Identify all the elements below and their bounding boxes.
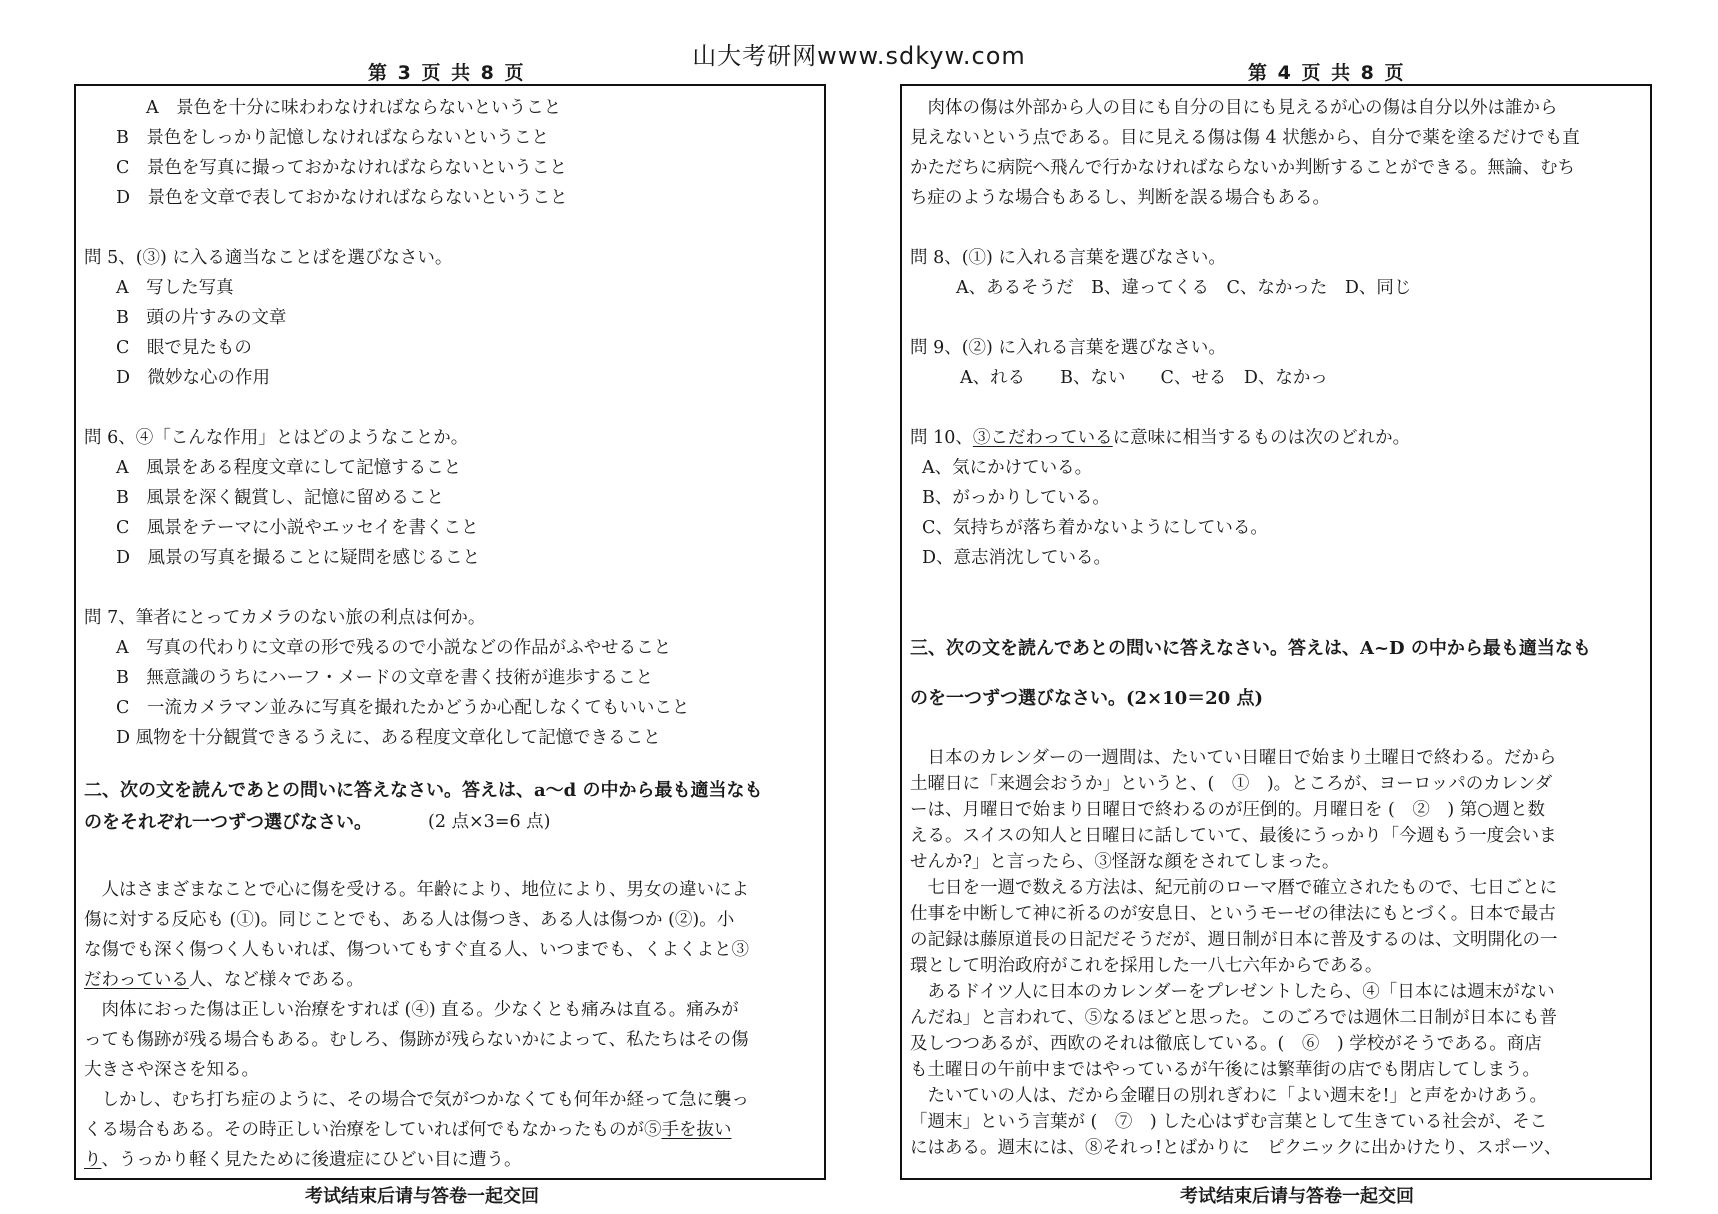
site-watermark-header: 山大考研网www.sdkyw.com	[692, 42, 1026, 70]
q7-option-c: C 一流カメラマン並みに写真を撮れたかどうか心配しなくてもいいこと	[116, 698, 690, 718]
q4-option-d: D 景色を文章で表しておかなければならないということ	[116, 188, 568, 208]
intro-line: かただちに病院へ飛んで行かなければならないか判断することができる。無論、むち	[910, 158, 1575, 178]
q5-stem: 問 5、(③) に入る適当なことばを選びなさい。	[84, 248, 453, 268]
q7-stem: 問 7、筆者にとってカメラのない旅の利点は何か。	[84, 608, 486, 628]
passage-line: も土曜日の午前中まではやっているが午後には繁華街の店でも閉店してしまう。	[910, 1060, 1540, 1080]
passage-line	[84, 1116, 732, 1141]
q5-option-a: A 写した写真	[116, 278, 234, 298]
q4-option-a: A 景色を十分に味わわなければならないということ	[146, 98, 562, 118]
section2-points: (2 点×3=6 点)	[428, 812, 551, 832]
intro-line: 肉体の傷は外部から人の目にも自分の目にも見えるが心の傷は自分以外は誰から	[910, 98, 1558, 118]
section3-heading-line1: 三、次の文を読んであとの問いに答えなさい。答えは、A~D の中から最も適当なも	[910, 638, 1591, 659]
passage-line: える。スイスの知人と日曜日に話していて、最後にうっかり「今週もう一度会いま	[910, 826, 1557, 846]
right-page-label: 第 4 页 共 8 页	[1248, 62, 1406, 84]
q5-option-c: C 眼で見たもの	[116, 338, 252, 358]
q6-option-a: A 風景をある程度文章にして記憶すること	[116, 458, 462, 478]
passage-line: 傷に対する反応も (①)。同じことでも、ある人は傷つき、ある人は傷つか (②)。小	[84, 910, 735, 930]
passage-line	[84, 966, 364, 991]
passage-line: しかし、むち打ち症のように、その場合で気がつかなくても何年か経って急に襲っ	[84, 1090, 749, 1110]
passage-line: にはある。週末には、⑧それっ!とばかりに ピクニックに出かけたり、スポーツ、	[910, 1138, 1562, 1158]
passage-line: 肉体におった傷は正しい治療をすれば (④) 直る。少なくとも痛みは直る。痛みが	[84, 1000, 739, 1020]
q10-number: 問 10、	[910, 428, 973, 448]
right-page-frame	[900, 84, 1652, 1180]
section2-heading-line2: のをそれぞれ一つずつ選びなさい。	[84, 812, 372, 833]
q10-option-d: D、意志消沈している。	[922, 548, 1112, 568]
left-page-label: 第 3 页 共 8 页	[368, 62, 526, 84]
q6-stem: 問 6、④「こんな作用」とはどのようなことか。	[84, 428, 469, 448]
q6-option-c: C 風景をテーマに小説やエッセイを書くこと	[116, 518, 479, 538]
passage-line: 仕事を中断して神に祈るのが安息日、というモーゼの律法にもとづく。日本で最古	[910, 904, 1556, 924]
passage-text: 、うっかり軽く見たために後遺症にひどい目に遭う。	[101, 1150, 522, 1170]
passage-line: 環として明治政府がこれを採用した一八七六年からである。	[910, 956, 1383, 976]
q4-option-c: C 景色を写真に撮っておかなければならないということ	[116, 158, 567, 178]
intro-line: 見えないという点である。目に見える傷は傷 4 状態から、自分で薬を塗るだけでも直	[910, 128, 1580, 148]
passage-text: くる場合もある。その時正しい治療をしていれば何でもなかったものが⑤	[84, 1120, 662, 1140]
intro-line: ち症のような場合もあるし、判断を誤る場合もある。	[910, 188, 1330, 208]
underlined-phrase: り	[84, 1150, 102, 1170]
q4-option-b: B 景色をしっかり記憶しなければならないということ	[116, 128, 549, 148]
q10-text: に意味に相当するものは次のどれか。	[1112, 428, 1411, 448]
passage-line: ーは、月曜日で始まり日曜日で終わるのが圧倒的。月曜日を ( ② ) 第○週と数	[910, 800, 1546, 820]
q7-option-b: B 無意識のうちにハーフ・メードの文章を書く技術が進歩すること	[116, 668, 653, 688]
passage-line: 土曜日に「来週会おうか」というと、( ① )。ところが、ヨーロッパのカレンダ	[910, 774, 1553, 794]
q8-options: A、あるそうだ B、違ってくる C、なかった D、同じ	[956, 278, 1412, 298]
q5-option-b: B 頭の片すみの文章	[116, 308, 287, 328]
q6-option-b: B 風景を深く観賞し、記憶に留めること	[116, 488, 444, 508]
passage-line: の記録は藤原道長の日記だそうだが、週日制が日本に普及するのは、文明開化の一	[910, 930, 1558, 950]
passage-line: な傷でも深く傷つく人もいれば、傷ついてもすぐ直る人、いつまでも、くよくよと③	[84, 940, 749, 960]
passage-line: んだね」と言われて、⑤なるほどと思った。このごろでは週休二日制が日本にも普	[910, 1008, 1557, 1028]
q9-options: A、れる B、ない C、せる D、なかっ	[960, 368, 1328, 388]
passage-line: せんか?」と言ったら、③怪訝な顔をされてしまった。	[910, 852, 1340, 872]
q8-stem: 問 8、(①) に入れる言葉を選びなさい。	[910, 248, 1226, 268]
passage-line: 「週末」という言葉が ( ⑦ ) した心はずむ言葉として生きている社会が、そこ	[910, 1112, 1548, 1132]
passage-line	[84, 1146, 522, 1171]
underlined-phrase: ③こだわっている	[972, 428, 1113, 448]
q10-option-b: B、がっかりしている。	[922, 488, 1110, 508]
right-footer: 考试结束后请与答卷一起交回	[1180, 1186, 1414, 1207]
q10-option-a: A、気にかけている。	[922, 458, 1093, 478]
q7-option-d: D 風物を十分観賞できるうえに、ある程度文章化して記憶できること	[116, 728, 661, 748]
passage-line: たいていの人は、だから金曜日の別れぎわに「よい週末を!」と声をかけあう。	[910, 1086, 1548, 1106]
passage-line: 大きさや深さを知る。	[84, 1060, 259, 1080]
q10-stem	[910, 424, 1410, 449]
passage-line: 及しつつあるが、西欧のそれは徹底している。( ⑥ ) 学校がそうである。商店	[910, 1034, 1542, 1054]
passage-line: 人はさまざまなことで心に傷を受ける。年齢により、地位により、男女の違いによ	[84, 880, 749, 900]
q10-option-c: C、気持ちが落ち着かないようにしている。	[922, 518, 1268, 538]
q6-option-d: D 風景の写真を撮ることに疑問を感じること	[116, 548, 481, 568]
q7-option-a: A 写真の代わりに文章の形で残るので小説などの作品がふやせること	[116, 638, 672, 658]
left-page-frame	[74, 84, 826, 1180]
q5-option-d: D 微妙な心の作用	[116, 368, 271, 388]
passage-line: 七日を一週で数える方法は、紀元前のローマ暦で確立されたもので、七日ごとに	[910, 878, 1558, 898]
passage-text: 人、など様々である。	[188, 970, 364, 990]
passage-line: あるドイツ人に日本のカレンダーをプレゼントしたら、④「日本には週末がない	[910, 982, 1555, 1002]
section3-heading-line2: のを一つずつ選びなさい。(2×10＝20 点)	[910, 688, 1264, 709]
q9-stem: 問 9、(②) に入れる言葉を選びなさい。	[910, 338, 1226, 358]
left-footer: 考试结束后请与答卷一起交回	[305, 1186, 539, 1207]
passage-line: っても傷跡が残る場合もある。むしろ、傷跡が残らないかによって、私たちはその傷	[84, 1030, 749, 1050]
passage-line: 日本のカレンダーの一週間は、たいてい日曜日で始まり土曜日で終わる。だから	[910, 748, 1557, 768]
underlined-phrase: だわっている	[84, 970, 189, 990]
section2-heading-line1: 二、次の文を読んであとの問いに答えなさい。答えは、a～d の中から最も適当なも	[84, 780, 763, 801]
underlined-phrase: 手を抜い	[661, 1120, 732, 1140]
